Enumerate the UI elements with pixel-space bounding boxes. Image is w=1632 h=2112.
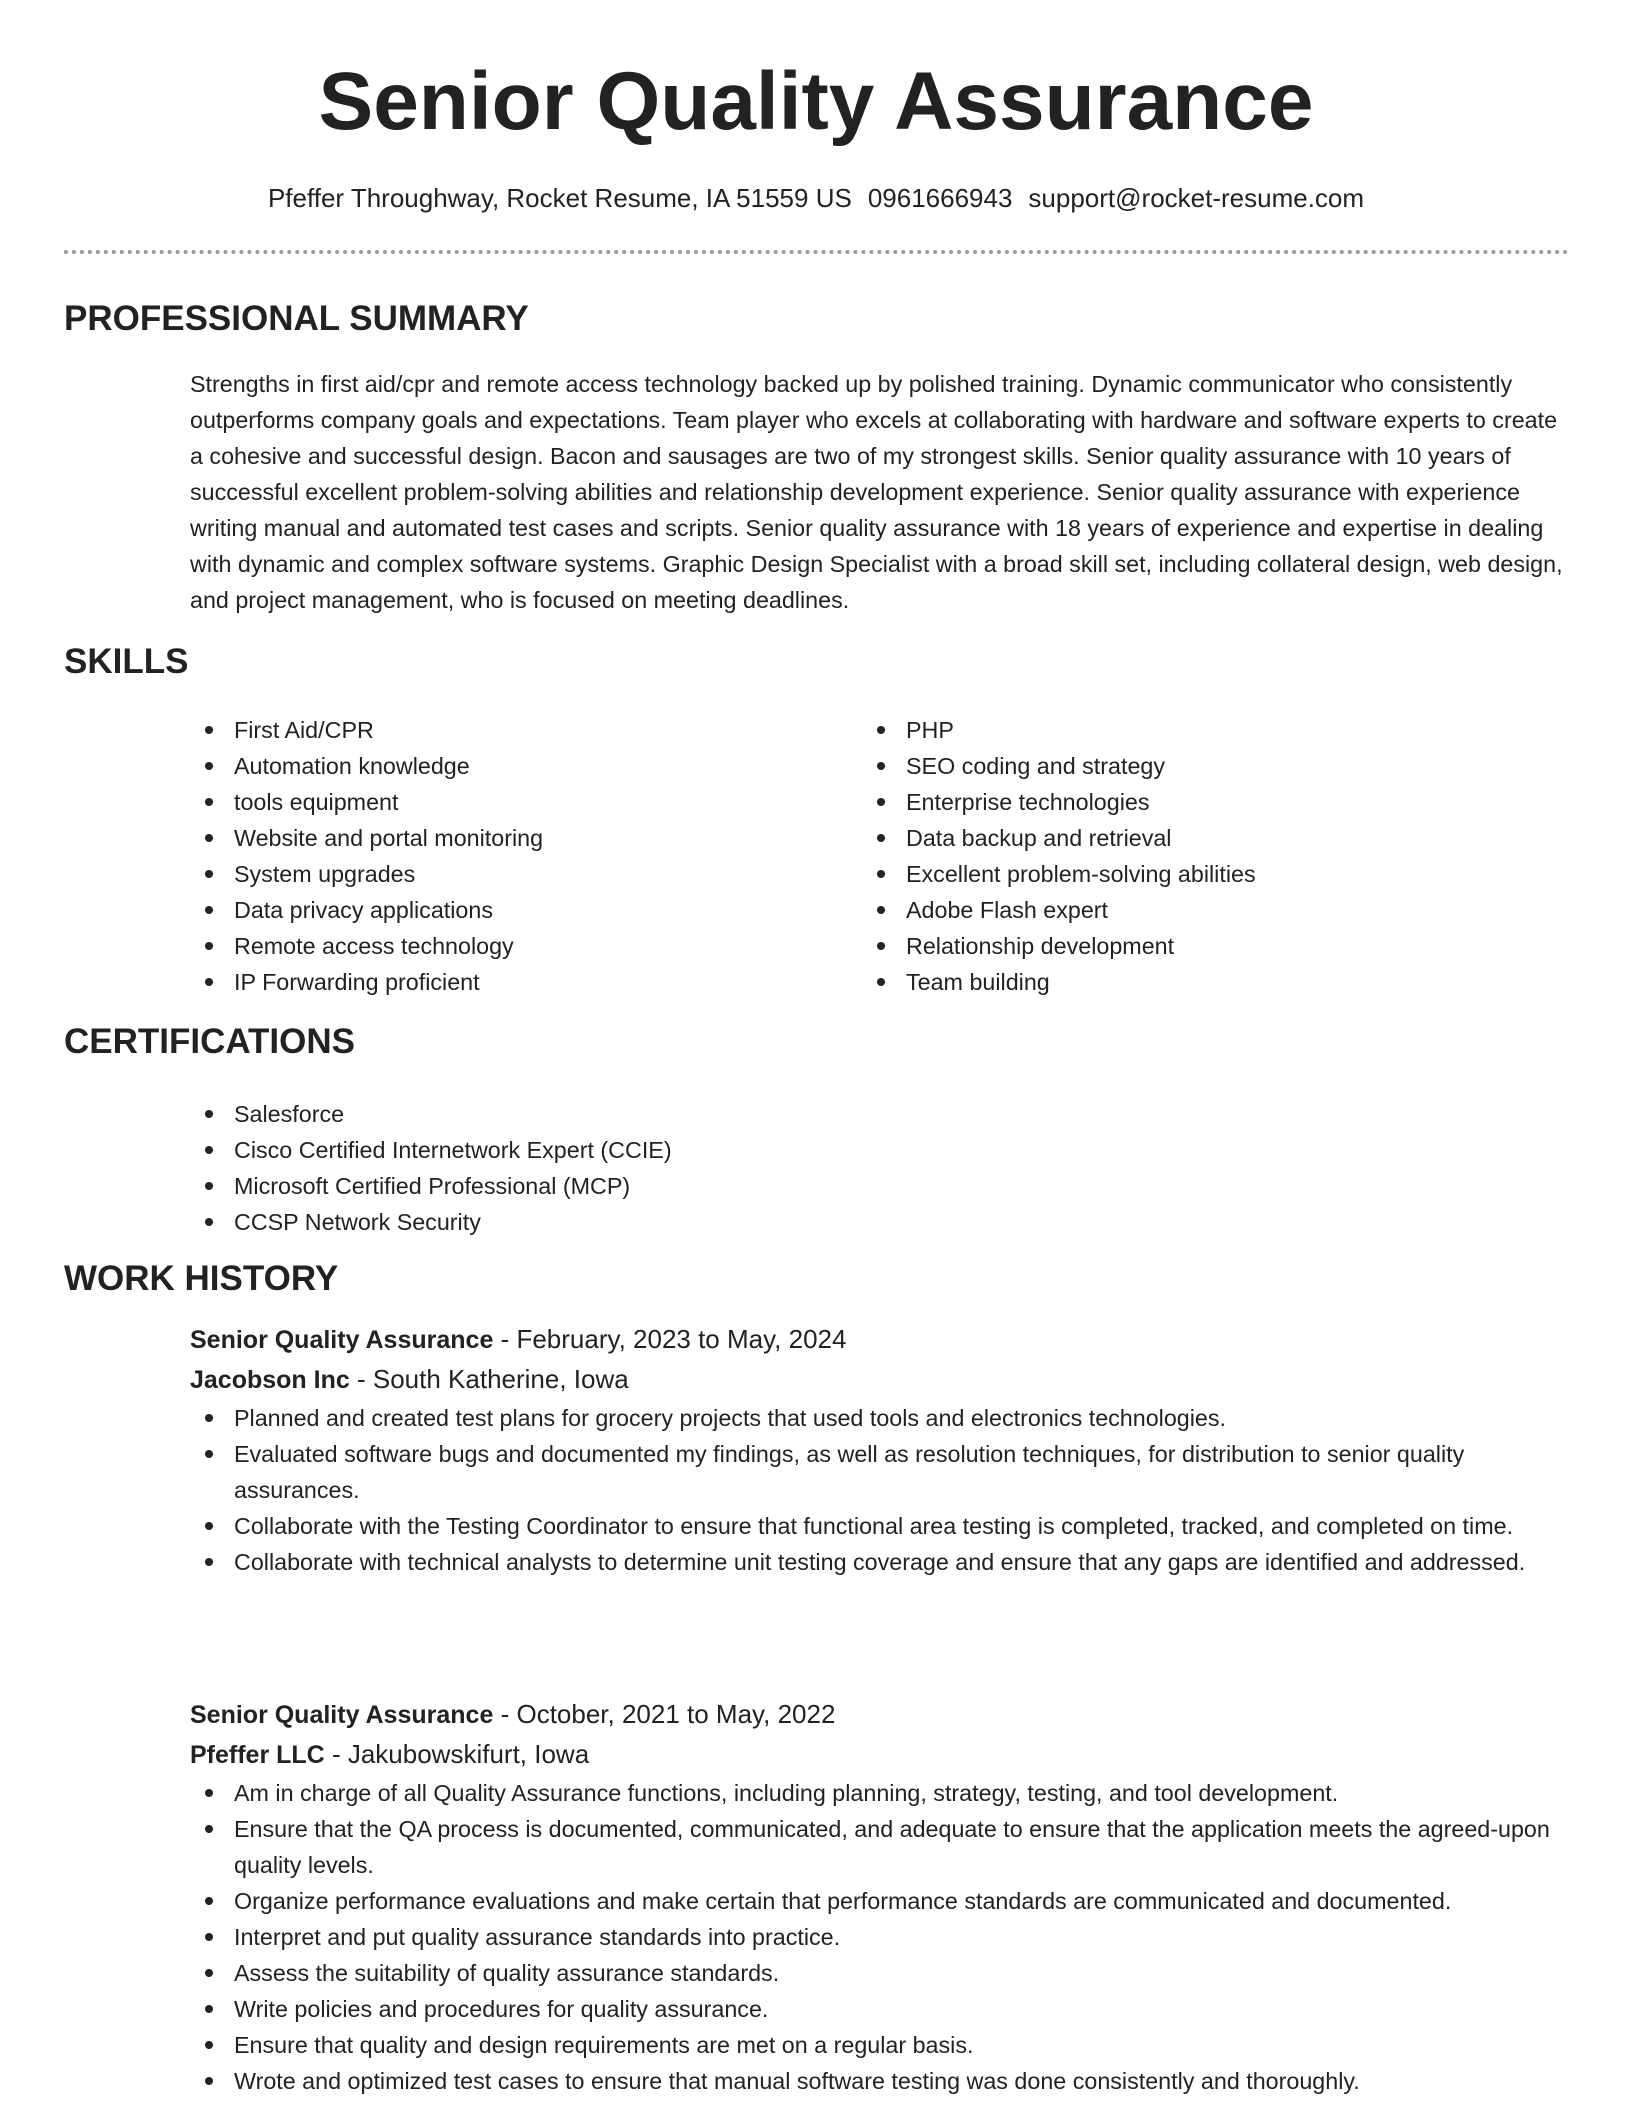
section-title-certifications: CERTIFICATIONS [64,1022,356,1061]
job-dates: - February, 2023 to May, 2024 [493,1324,847,1354]
section-title-summary: PROFESSIONAL SUMMARY [64,299,529,338]
job-role: Senior Quality Assurance [190,1701,494,1729]
job-location: - South Katherine, Iowa [349,1364,629,1394]
skill-item: Relationship development [862,928,1482,964]
skill-item: IP Forwarding proficient [190,964,810,1000]
job-duty-item: Write policies and procedures for quality assurance. [190,1991,1570,2027]
job-duties-list [190,1775,1570,2099]
job-duty-item: Ensure that the QA process is documented, communicated, and adequate to ensure that the application meets the agreed-upon quality levels. [190,1811,1570,1883]
job-duty-item: Am in charge of all Quality Assurance functions, including planning, strategy, testing, and tool development. [190,1775,1570,1811]
skill-item: Data privacy applications [190,892,810,928]
certification-item: Salesforce [190,1096,1490,1132]
job-duty-item: Interpret and put quality assurance standards into practice. [190,1919,1570,1955]
certifications-block [190,1096,1490,1240]
job-entry [190,1695,1570,2099]
certification-item: Cisco Certified Internetwork Expert (CCIE) [190,1132,1490,1168]
contact-address: Pfeffer Throughway, Rocket Resume, IA 51559 US [267,183,852,213]
skill-item: Website and portal monitoring [190,820,810,856]
job-duty-item: Collaborate with the Testing Coordinator to ensure that functional area testing is completed, tracked, and completed on time. [190,1508,1570,1544]
summary-text: Strengths in first aid/cpr and remote access technology backed up by polished training. Dynamic communicator who consistently outperforms company goals and expectations. Team player who excels at collaborating with hardware and software experts to create a cohesive and successful design. Bacon and sausages are two of my strongest skills. Senior quality assurance with 10 years of successful excellent problem-solving abilities and relationship development experience. Senior quality assurance with experience writing manual and automated test cases and scripts. Senior quality assurance with 18 years of experience and expertise in dealing with dynamic and complex software systems. Graphic Design Specialist with a broad skill set, including collateral design, web design, and project management, who is focused on meeting deadlines. [190,371,1563,613]
job-role: Senior Quality Assurance [190,1326,494,1354]
job-duty-item: Evaluated software bugs and documented my findings, as well as resolution techniques, for distribution to senior quality assurances. [190,1436,1570,1508]
section-title-skills: SKILLS [64,642,189,681]
skill-item: Excellent problem-solving abilities [862,856,1482,892]
skills-list-left [190,712,810,1000]
job-title-line [190,1695,1570,1735]
skills-list-right [862,712,1482,1000]
skill-item: Automation knowledge [190,748,810,784]
skill-item: Enterprise technologies [862,784,1482,820]
job-duty-item: Planned and created test plans for grocery projects that used tools and electronics technologies. [190,1400,1570,1436]
skill-item: Remote access technology [190,928,810,964]
header-divider [64,250,1569,254]
job-entry [190,1320,1570,1580]
job-dates: - October, 2021 to May, 2022 [493,1699,836,1729]
certifications-list [190,1096,1490,1240]
job-company: Jacobson Inc [190,1366,350,1394]
job-duty-item: Collaborate with technical analysts to determine unit testing coverage and ensure that any gaps are identified and addressed. [190,1544,1570,1580]
skill-item: Data backup and retrieval [862,820,1482,856]
skill-item: First Aid/CPR [190,712,810,748]
skill-item: PHP [862,712,1482,748]
skill-item: SEO coding and strategy [862,748,1482,784]
job-duty-item: Wrote and optimized test cases to ensure that manual software testing was done consistently and thoroughly. [190,2063,1570,2099]
job-duty-item: Ensure that quality and design requirements are met on a regular basis. [190,2027,1570,2063]
contact-email: support@rocket-resume.com [1028,183,1365,213]
skill-item: tools equipment [190,784,810,820]
section-title-work-history: WORK HISTORY [64,1259,339,1298]
job-company-line [190,1735,1570,1775]
certification-item: CCSP Network Security [190,1204,1490,1240]
skill-item: System upgrades [190,856,810,892]
skills-column-left [190,712,810,1000]
candidate-name: Senior Quality Assurance [318,56,1314,147]
contact-line [0,180,1632,216]
job-duties-list [190,1400,1570,1580]
job-duty-item: Organize performance evaluations and make certain that performance standards are communicated and documented. [190,1883,1570,1919]
certification-item: Microsoft Certified Professional (MCP) [190,1168,1490,1204]
skill-item: Adobe Flash expert [862,892,1482,928]
job-location: - Jakubowskifurt, Iowa [324,1739,590,1769]
skill-item: Team building [862,964,1482,1000]
contact-phone: 0961666943 [867,183,1013,213]
job-title-line [190,1320,1570,1360]
skills-column-right [862,712,1482,1000]
job-duty-item: Assess the suitability of quality assurance standards. [190,1955,1570,1991]
job-company-line [190,1360,1570,1400]
job-company: Pfeffer LLC [190,1741,325,1769]
